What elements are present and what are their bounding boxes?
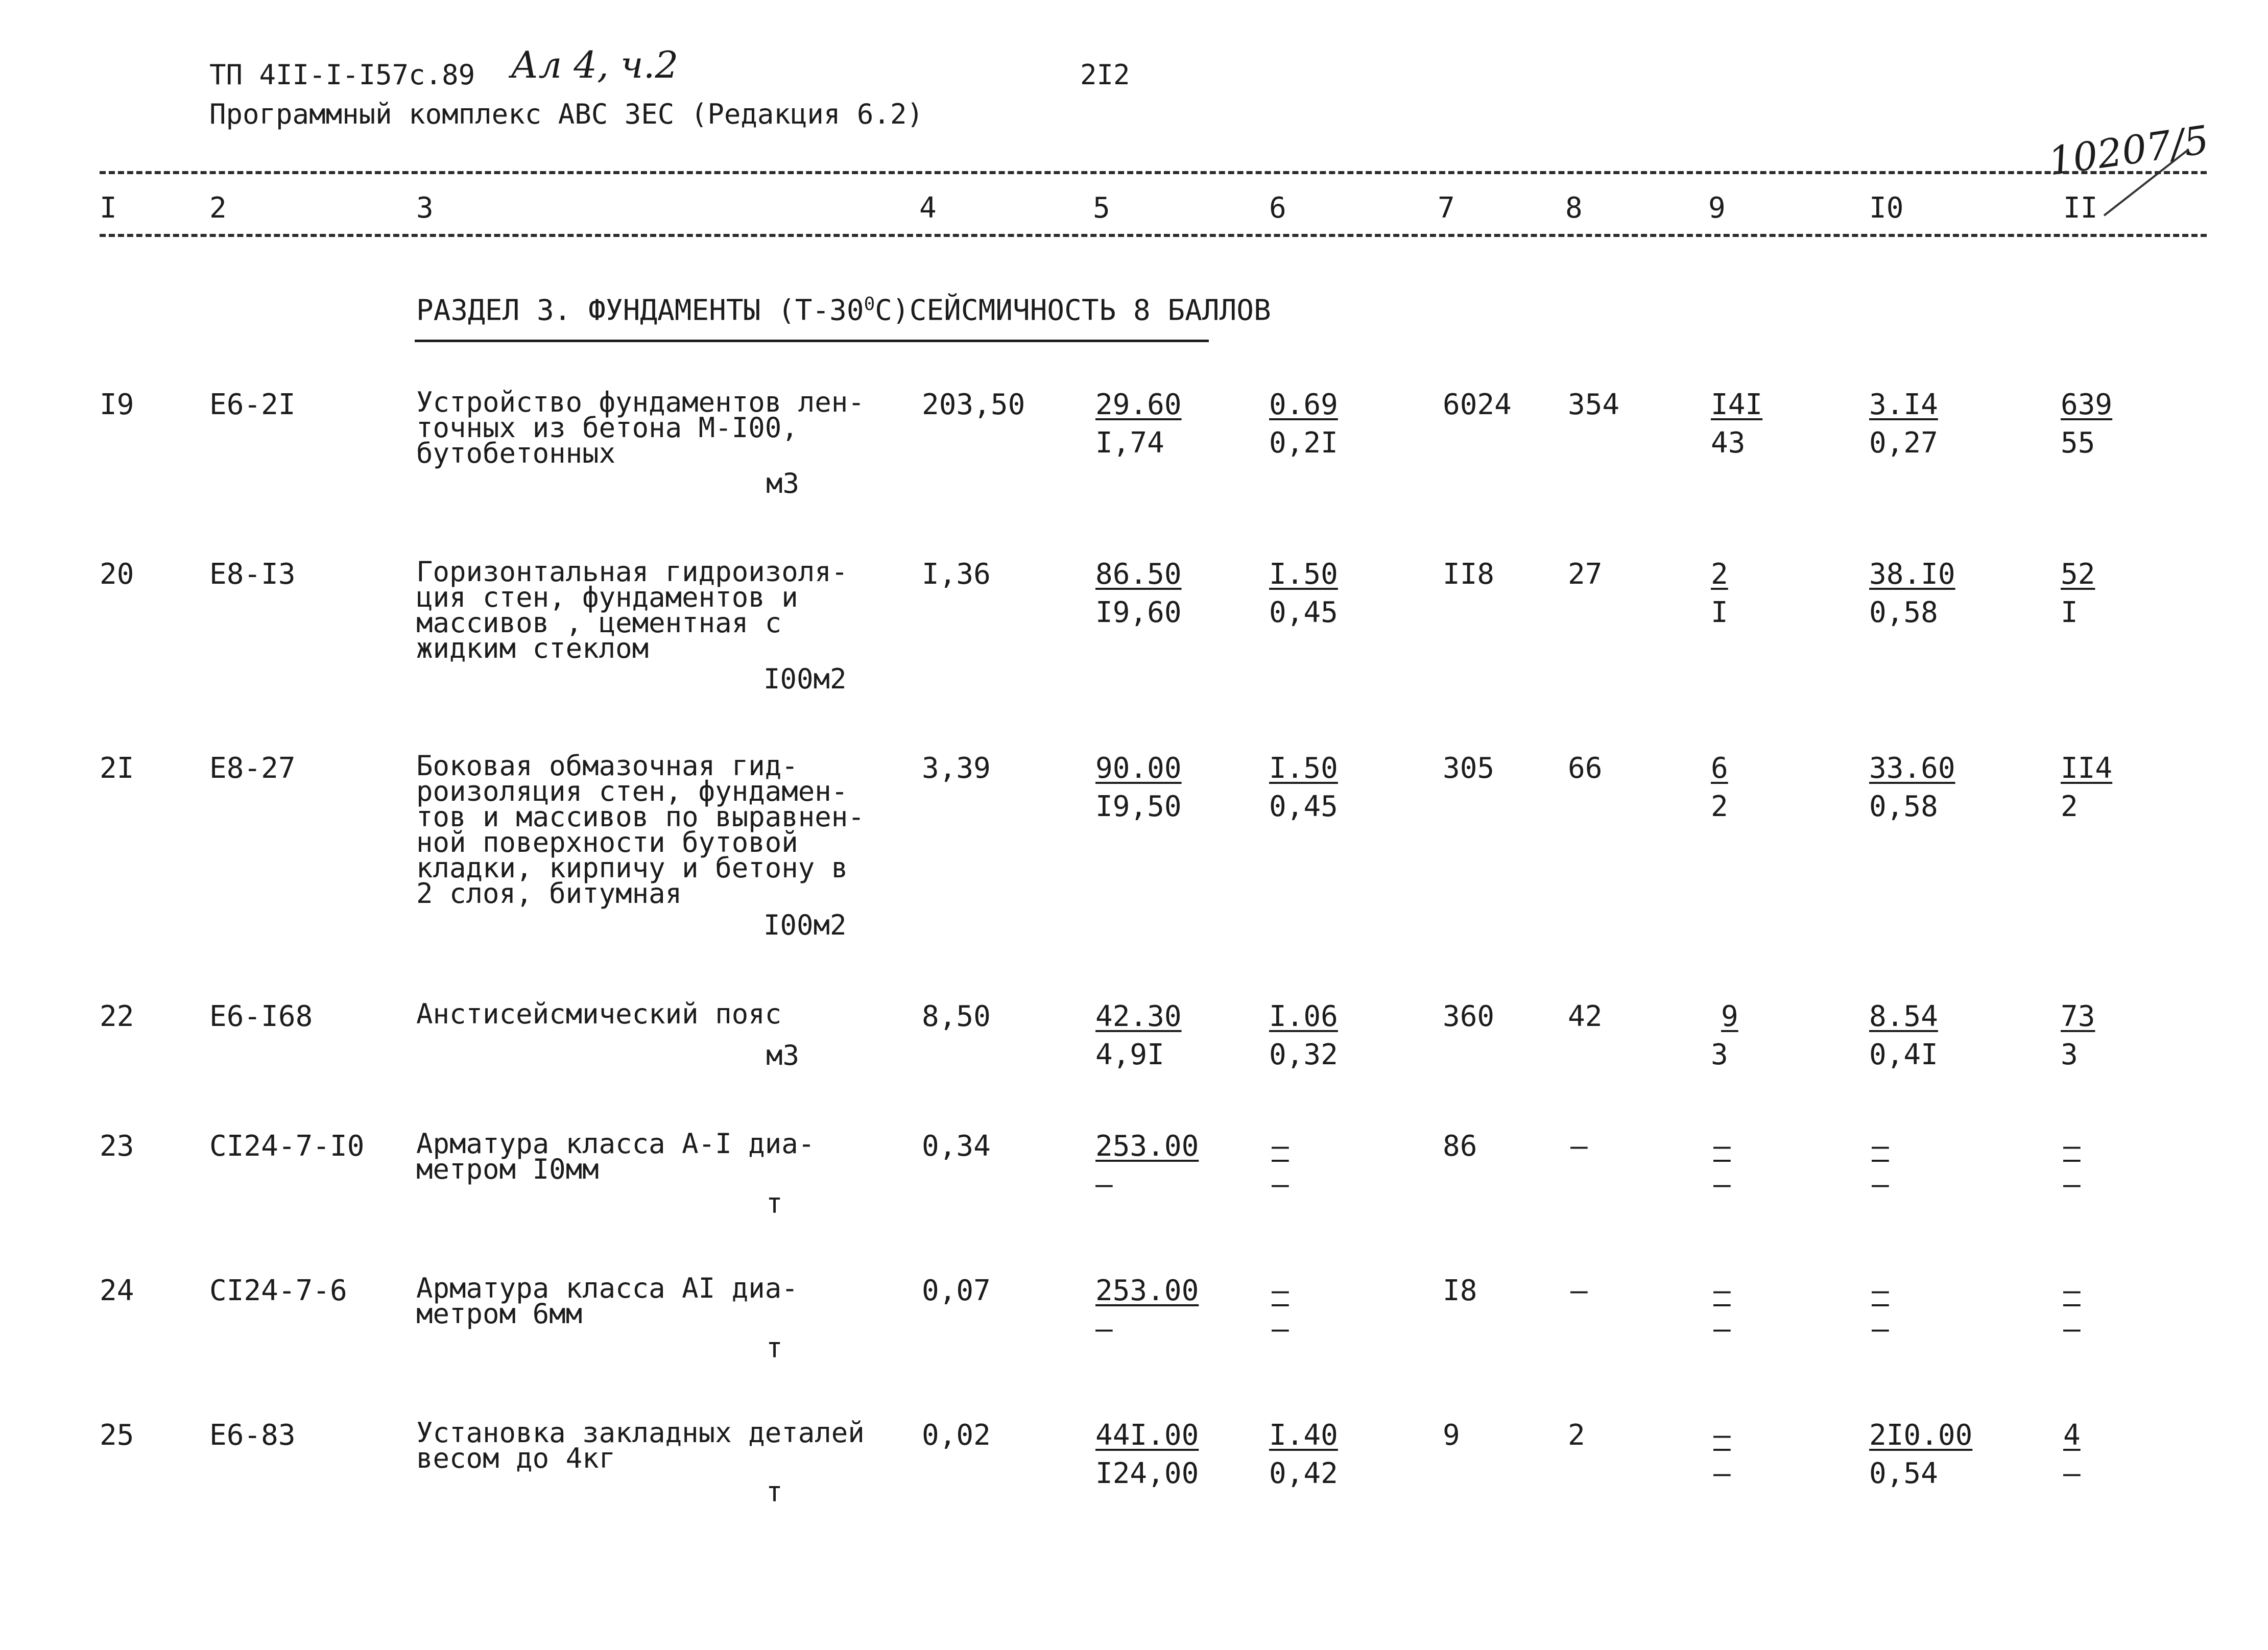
row-number: 2I — [100, 752, 134, 785]
col9-bottom: 43 — [1711, 426, 1746, 460]
page-number: 2I2 — [1080, 59, 1130, 91]
col5-top: 90.00 — [1095, 752, 1182, 785]
col6-top: I.50 — [1269, 752, 1338, 785]
quantity: I,36 — [922, 558, 991, 591]
column-number-11: II — [2063, 192, 2098, 225]
col11-bottom: – — [2063, 1312, 2081, 1346]
col7-value: 6024 — [1443, 388, 1512, 421]
col8-value: 27 — [1568, 558, 1603, 591]
col10-top: 8.54 — [1869, 1000, 1938, 1033]
col5-bottom: – — [1095, 1168, 1113, 1201]
quantity: 0,34 — [922, 1130, 991, 1163]
col10-bottom: 0,54 — [1869, 1457, 1938, 1490]
col7-value: I8 — [1443, 1274, 1477, 1307]
col11-top: 4 — [2063, 1419, 2081, 1452]
col5-bottom: I9,60 — [1095, 596, 1182, 629]
col10-bottom: 0,58 — [1869, 790, 1938, 823]
col9-bottom: – — [1713, 1312, 1731, 1346]
header-top-rule — [100, 171, 2207, 174]
work-description: Горизонтальная гидроизоля-ция стен, фундаментов и массивов , цементная с жидким стеклом — [416, 556, 848, 664]
work-description: Арматура класса АI диа-метром 6мм — [416, 1272, 798, 1330]
document-code: ТП 4II-I-I57с.89 — [209, 59, 475, 91]
col9-bottom: 3 — [1711, 1038, 1728, 1071]
column-number-7: 7 — [1438, 192, 1455, 225]
col5-bottom: I24,00 — [1095, 1457, 1199, 1490]
measure-unit: м3 — [766, 1039, 800, 1071]
work-description: Анстисейсмический пояс — [416, 998, 782, 1030]
col9-bottom: – — [1713, 1457, 1731, 1490]
col6-bottom: 0,45 — [1269, 596, 1338, 629]
col6-top: – — [1272, 1130, 1289, 1163]
work-description: Установка закладных деталей весом до 4кг — [416, 1417, 865, 1474]
measure-unit: т — [766, 1476, 783, 1508]
program-line: Программный комплекс АВС 3ЕС (Редакция 6.2) — [209, 98, 923, 130]
col6-bottom: 0,42 — [1269, 1457, 1338, 1490]
column-number-2: 2 — [209, 192, 227, 225]
col6-top: – — [1272, 1274, 1289, 1307]
row-number: 22 — [100, 1000, 134, 1033]
row-number: 23 — [100, 1130, 134, 1163]
col6-top: I.50 — [1269, 558, 1338, 591]
col6-bottom: 0,32 — [1269, 1038, 1338, 1071]
col5-top: 253.00 — [1095, 1130, 1199, 1163]
col11-top: – — [2063, 1130, 2081, 1163]
col9-bottom: I — [1711, 596, 1728, 629]
col9-top: 6 — [1711, 752, 1728, 785]
col10-bottom: 0,27 — [1869, 426, 1938, 460]
col10-top: 2I0.00 — [1869, 1419, 1973, 1452]
column-number-9: 9 — [1708, 192, 1726, 225]
col10-bottom: – — [1872, 1312, 1889, 1346]
col9-top: 2 — [1711, 558, 1728, 591]
col5-bottom: I9,50 — [1095, 790, 1182, 823]
col11-bottom: 55 — [2061, 426, 2095, 460]
col5-top: 86.50 — [1095, 558, 1182, 591]
column-number-6: 6 — [1269, 192, 1286, 225]
col8-value: – — [1570, 1130, 1588, 1163]
measure-unit: т — [766, 1332, 783, 1364]
col9-bottom: – — [1713, 1168, 1731, 1201]
column-number-8: 8 — [1565, 192, 1583, 225]
col6-top: 0.69 — [1269, 388, 1338, 421]
col5-top: 253.00 — [1095, 1274, 1199, 1307]
col6-top: I.06 — [1269, 1000, 1338, 1033]
column-number-3: 3 — [416, 192, 434, 225]
row-number: 20 — [100, 558, 134, 591]
price-code: Е8-27 — [209, 752, 296, 785]
col9-top: I4I — [1711, 388, 1763, 421]
header-bottom-rule — [100, 234, 2207, 237]
price-code: СI24-7-6 — [209, 1274, 347, 1307]
col8-value: 66 — [1568, 752, 1603, 785]
col8-value: 2 — [1568, 1419, 1585, 1452]
quantity: 8,50 — [922, 1000, 991, 1033]
col10-bottom: – — [1872, 1168, 1889, 1201]
handwritten-album-note: Ал 4, ч.2 — [511, 43, 679, 86]
row-number: I9 — [100, 388, 134, 421]
col6-top: I.40 — [1269, 1419, 1338, 1452]
work-description: Арматура класса А-I диа-метром I0мм — [416, 1128, 815, 1185]
col10-top: – — [1872, 1274, 1889, 1307]
quantity: 0,07 — [922, 1274, 991, 1307]
quantity: 0,02 — [922, 1419, 991, 1452]
col7-value: 86 — [1443, 1130, 1477, 1163]
handwritten-archive-number: 10207/5 — [2045, 116, 2212, 184]
col6-bottom: – — [1272, 1168, 1289, 1201]
price-code: Е6-2I — [209, 388, 296, 421]
measure-unit: I00м2 — [763, 663, 847, 695]
col11-top: II4 — [2061, 752, 2113, 785]
col6-bottom: 0,2I — [1269, 426, 1338, 460]
col10-top: 33.60 — [1869, 752, 1955, 785]
col6-bottom: 0,45 — [1269, 790, 1338, 823]
col5-top: 29.60 — [1095, 388, 1182, 421]
col7-value: 305 — [1443, 752, 1495, 785]
col9-top: – — [1713, 1274, 1731, 1307]
price-code: Е6-I68 — [209, 1000, 313, 1033]
col8-value: 42 — [1568, 1000, 1603, 1033]
col11-top: 73 — [2061, 1000, 2095, 1033]
work-description: Устройство фундаментов лен-точных из бетона М-I00, бутобетонных — [416, 386, 865, 469]
col7-value: II8 — [1443, 558, 1495, 591]
col9-bottom: 2 — [1711, 790, 1728, 823]
work-description: Боковая обмазочная гид-роизоляция стен, фундамен-тов и массивов по выравнен-ной поверхности бутовой кладки, кирпичу и бетону в 2 слоя, битумная — [416, 750, 865, 910]
col5-bottom: I,74 — [1095, 426, 1164, 460]
col11-bottom: 3 — [2061, 1038, 2078, 1071]
row-number: 25 — [100, 1419, 134, 1452]
col5-bottom: – — [1095, 1312, 1113, 1346]
section-heading: РАЗДЕЛ 3. ФУНДАМЕНТЫ $(Т-30^0С)СЕЙСМИЧНОСТЬ$ 8 БАЛЛОВ — [416, 294, 1271, 327]
price-code: СI24-7-I0 — [209, 1130, 365, 1163]
section-heading-underline — [415, 340, 1209, 342]
col10-top: – — [1872, 1130, 1889, 1163]
measure-unit: I00м2 — [763, 909, 847, 941]
col10-top: 38.I0 — [1869, 558, 1955, 591]
column-number-1: I — [100, 192, 117, 225]
col8-value: – — [1570, 1274, 1588, 1307]
column-number-10: I0 — [1869, 192, 1904, 225]
col5-top: 44I.00 — [1095, 1419, 1199, 1452]
price-code: Е6-83 — [209, 1419, 296, 1452]
row-number: 24 — [100, 1274, 134, 1307]
quantity: 203,50 — [922, 388, 1025, 421]
col10-top: 3.I4 — [1869, 388, 1938, 421]
col11-top: 639 — [2061, 388, 2113, 421]
col10-bottom: 0,4I — [1869, 1038, 1938, 1071]
col11-bottom: I — [2061, 596, 2078, 629]
col7-value: 9 — [1443, 1419, 1460, 1452]
col9-top: 9 — [1721, 1000, 1738, 1033]
col5-bottom: 4,9I — [1095, 1038, 1164, 1071]
quantity: 3,39 — [922, 752, 991, 785]
col9-top: – — [1713, 1419, 1731, 1452]
col11-top: 52 — [2061, 558, 2095, 591]
measure-unit: т — [766, 1187, 783, 1219]
column-number-5: 5 — [1093, 192, 1110, 225]
col7-value: 360 — [1443, 1000, 1495, 1033]
col8-value: 354 — [1568, 388, 1620, 421]
measure-unit: м3 — [766, 467, 800, 499]
col11-bottom: – — [2063, 1457, 2081, 1490]
col10-bottom: 0,58 — [1869, 596, 1938, 629]
col9-top: – — [1713, 1130, 1731, 1163]
price-code: Е8-I3 — [209, 558, 296, 591]
col6-bottom: – — [1272, 1312, 1289, 1346]
col11-bottom: – — [2063, 1168, 2081, 1201]
col11-top: – — [2063, 1274, 2081, 1307]
column-number-4: 4 — [919, 192, 937, 225]
col5-top: 42.30 — [1095, 1000, 1182, 1033]
col11-bottom: 2 — [2061, 790, 2078, 823]
